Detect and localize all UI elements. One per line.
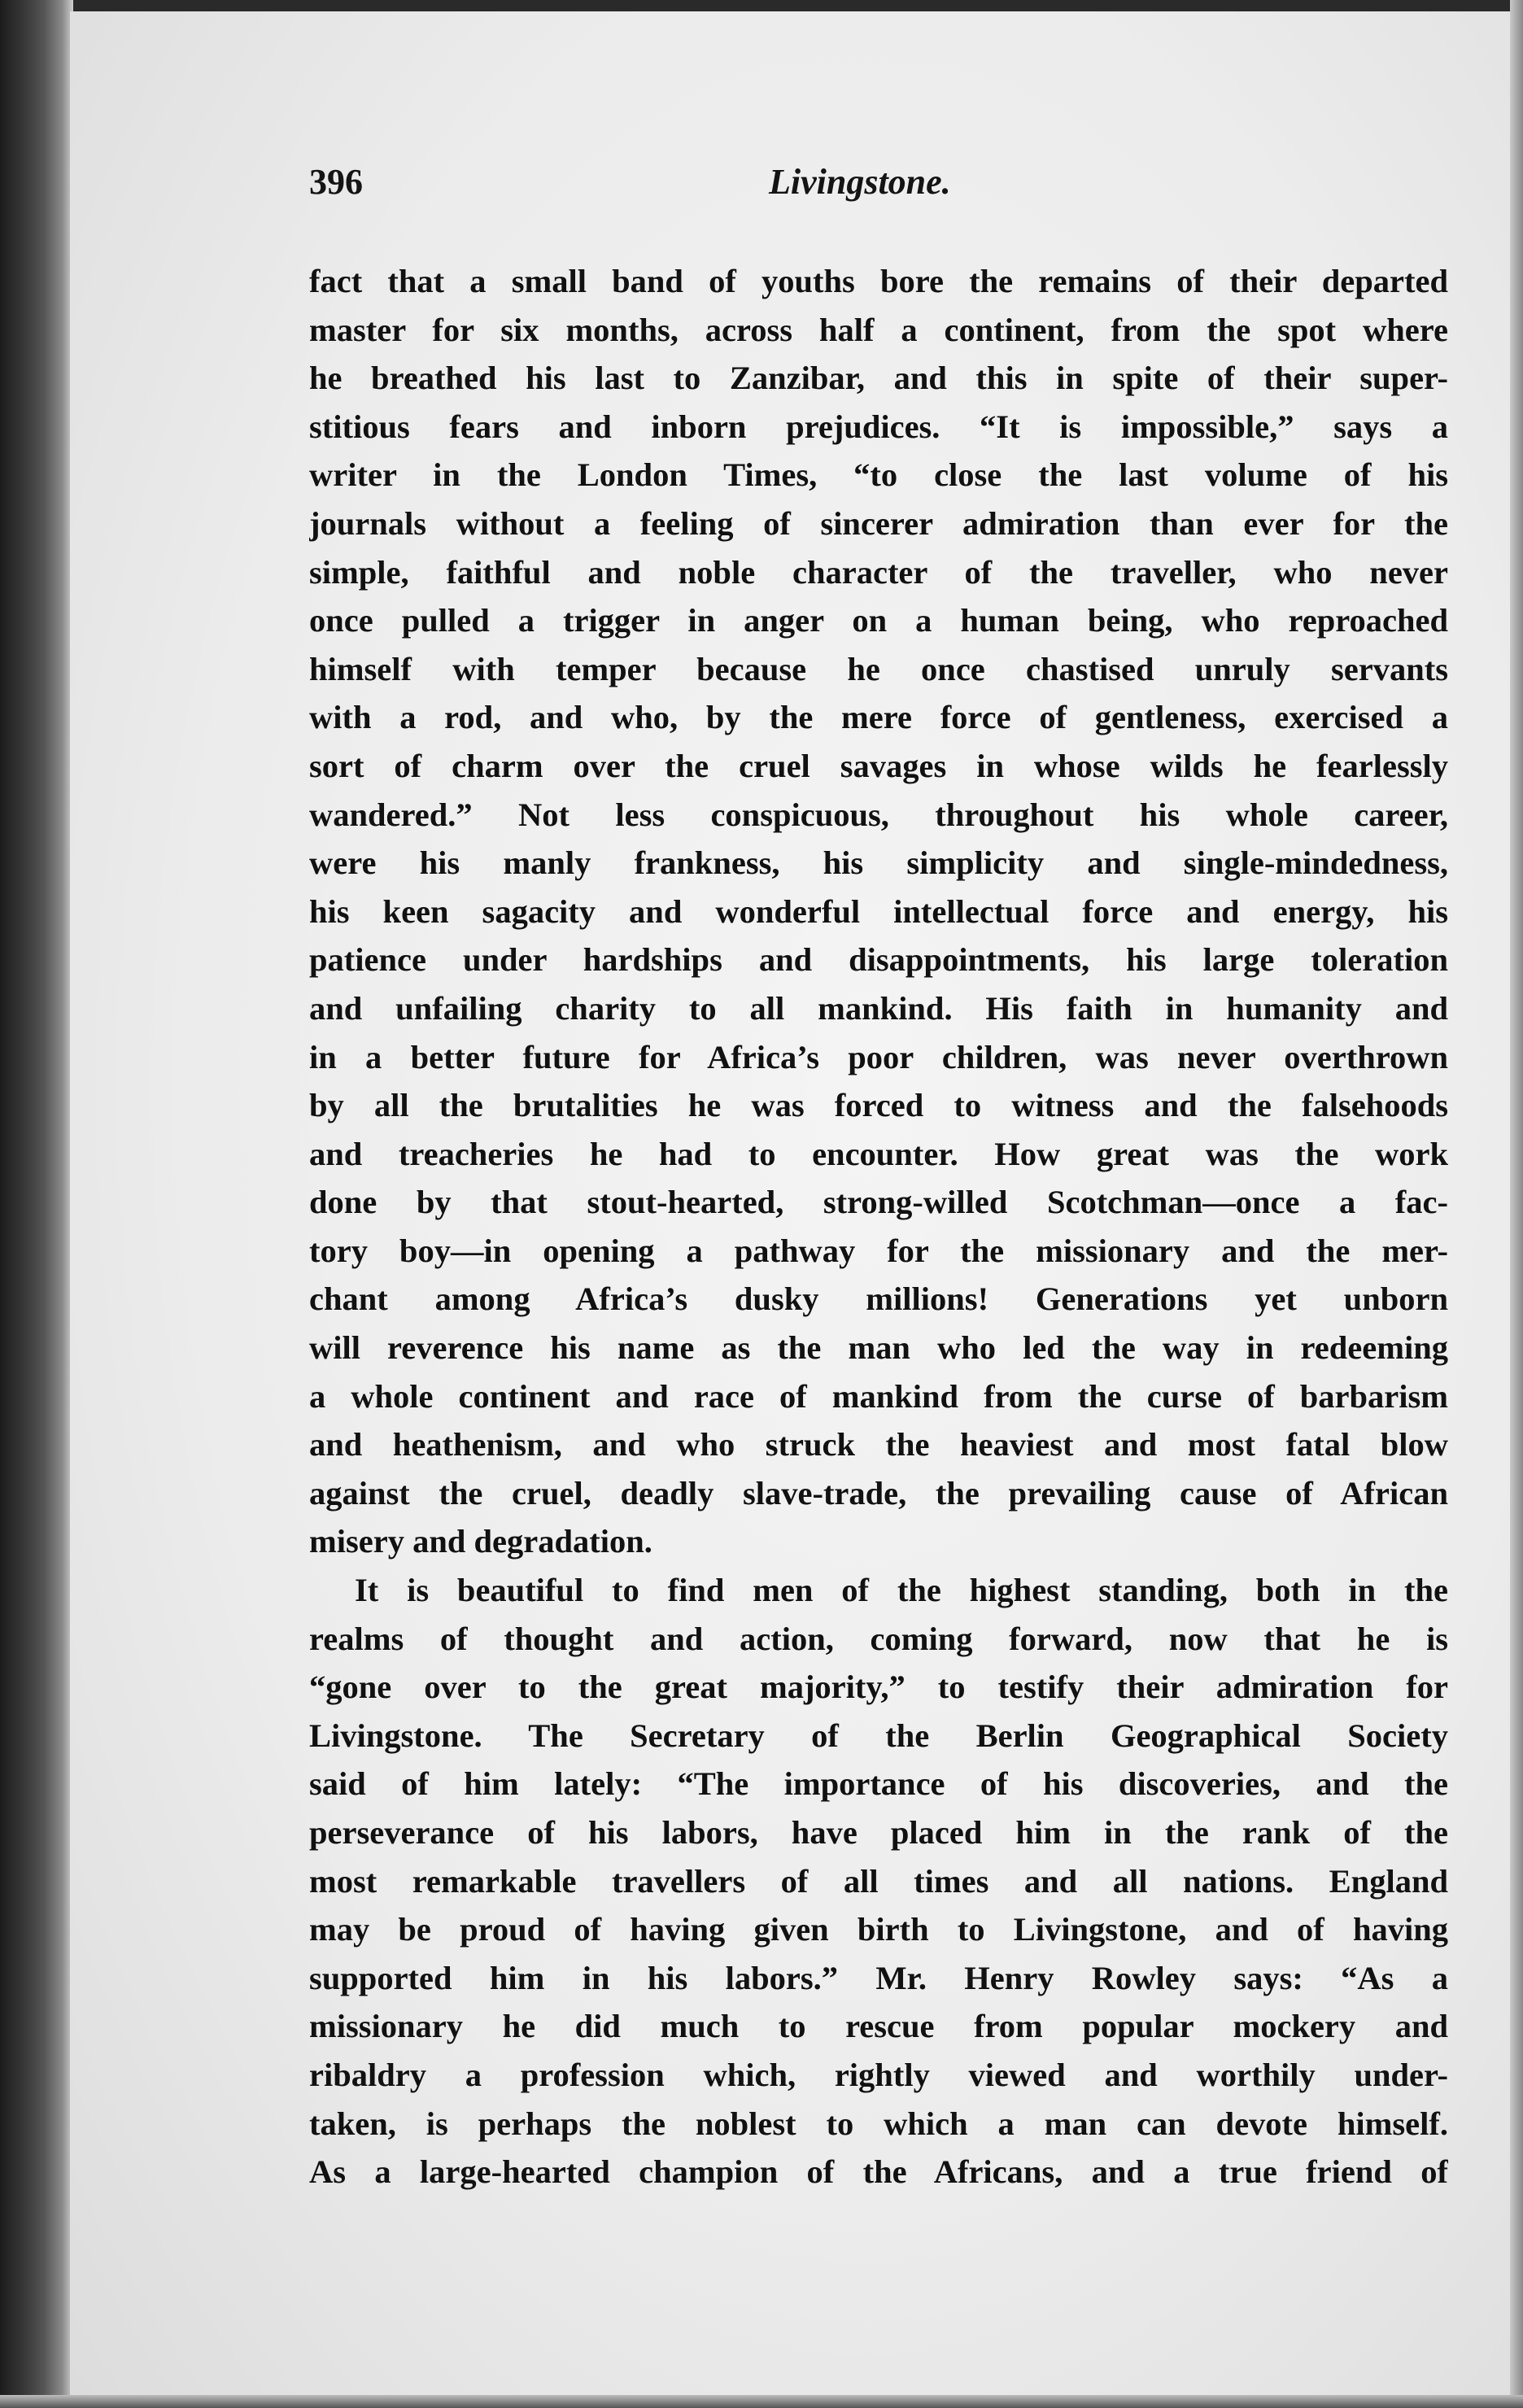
text-line: will reverence his name as the man who led the way in redeeming (309, 1329, 1448, 1367)
text-line: by all the brutalities he was forced to witness and the falsehoods (309, 1087, 1448, 1124)
paragraph-2 (309, 1566, 1448, 2196)
text-line: may be proud of having given birth to Livingstone, and of having (309, 1911, 1448, 1948)
book-binding-shadow (0, 0, 73, 2408)
text-line: most remarkable travellers of all times and all nations. England (309, 1862, 1448, 1900)
page-header (309, 161, 1448, 218)
text-line: wandered.” Not less conspicuous, throughout his whole career, (309, 796, 1448, 833)
page-edge-bottom (0, 2395, 1523, 2408)
text-line: misery and degradation. (309, 1523, 652, 1560)
text-line: done by that stout-hearted, strong-willed Scotchman—once a fac- (309, 1184, 1448, 1221)
text-line: missionary he did much to rescue from popular mockery and (309, 2008, 1448, 2045)
text-line: fact that a small band of youths bore the remains of their departed (309, 263, 1448, 299)
text-line: writer in the London Times, “to close the last volume of his (309, 456, 1448, 494)
text-line: sort of charm over the cruel savages in whose wilds he fearlessly (309, 747, 1448, 784)
text-line: stitious fears and inborn prejudices. “It is impossible,” says a (309, 408, 1448, 445)
text-line: As a large-hearted champion of the Africans, and a true friend of (309, 2153, 1448, 2191)
running-title: Livingstone. (769, 162, 951, 202)
text-line: said of him lately: “The importance of his discoveries, and the (309, 1765, 1448, 1803)
text-line: ribaldry a profession which, rightly viewed and worthily under- (309, 2056, 1448, 2093)
text-line: realms of thought and action, coming forward, now that he is (309, 1620, 1448, 1657)
text-line: a whole continent and race of mankind from the curse of barbarism (309, 1377, 1448, 1415)
text-line: himself with temper because he once chastised unruly servants (309, 650, 1448, 687)
text-line: in a better future for Africa’s poor children, was never overthrown (309, 1038, 1448, 1075)
text-line: master for six months, across half a continent, from the spot where (309, 311, 1448, 348)
text-line: supported him in his labors.” Mr. Henry Rowley says: “As a (309, 1959, 1448, 1996)
page-edge-right (1510, 0, 1523, 2408)
text-line: simple, faithful and noble character of the traveller, who never (309, 553, 1448, 591)
text-line: taken, is perhaps the noblest to which a man can devote himself. (309, 2105, 1448, 2142)
text-line: “gone over to the great majority,” to testify their admiration for (309, 1669, 1448, 1706)
text-line: were his manly frankness, his simplicity and single-mindedness, (309, 844, 1448, 882)
paragraph-1 (309, 257, 1448, 1566)
text-line: It is beautiful to find men of the highest standing, both in the (355, 1572, 1448, 1609)
text-line: patience under hardships and disappointments, his large toleration (309, 941, 1448, 979)
text-line: against the cruel, deadly slave-trade, the prevailing cause of African (309, 1474, 1448, 1512)
body-text (309, 257, 1448, 2196)
text-line: and treacheries he had to encounter. How great was the work (309, 1135, 1448, 1172)
text-line: chant among Africa’s dusky millions! Generations yet unborn (309, 1280, 1448, 1318)
text-line: and heathenism, and who struck the heaviest and most fatal blow (309, 1426, 1448, 1464)
text-line: he breathed his last to Zanzibar, and this in spite of their super- (309, 360, 1448, 397)
text-line: tory boy—in opening a pathway for the missionary and the mer- (309, 1232, 1448, 1269)
text-line: with a rod, and who, by the mere force of gentleness, exercised a (309, 699, 1448, 736)
text-line: once pulled a trigger in anger on a human being, who reproached (309, 602, 1448, 639)
text-line: journals without a feeling of sincerer admiration than ever for the (309, 504, 1448, 542)
text-line: Livingstone. The Secretary of the Berlin Geographical Society (309, 1717, 1448, 1754)
text-line: his keen sagacity and wonderful intellectual force and energy, his (309, 892, 1448, 930)
page-number: 396 (309, 162, 363, 202)
text-line: and unfailing charity to all mankind. His faith in humanity and (309, 989, 1448, 1027)
text-line: perseverance of his labors, have placed him in the rank of the (309, 1814, 1448, 1851)
